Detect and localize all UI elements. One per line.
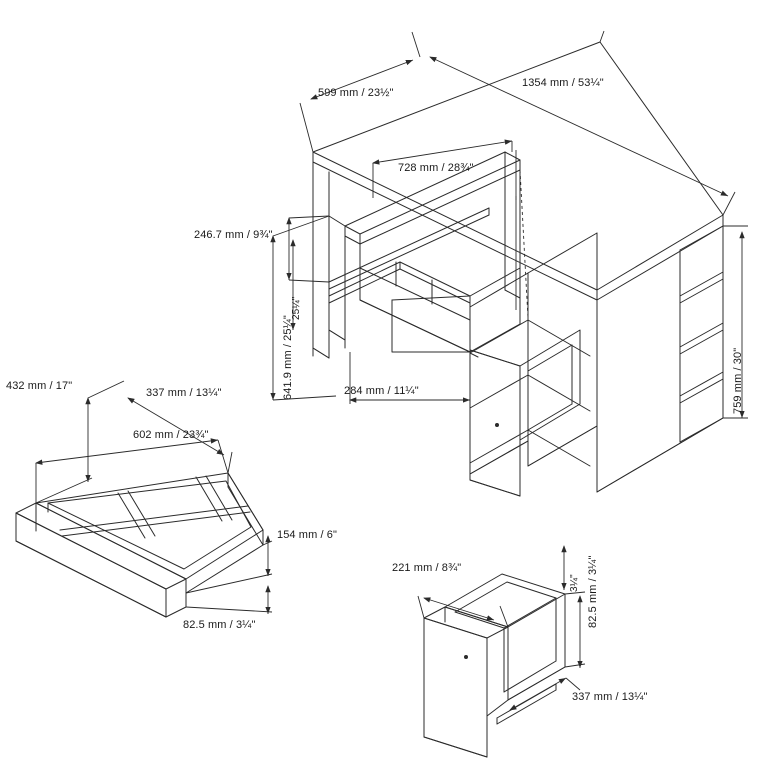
dim-label-desk-height-right: 759 mm / 30" (732, 347, 744, 414)
dim-label-small-drawer-height: 82.5 mm / 3¼" (587, 555, 599, 628)
dim-label-small-drawer-width: 221 mm / 8¾" (392, 562, 462, 574)
dim-label-small-drawer-inch: 3¼" (569, 574, 580, 592)
dim-label-large-drawer-side: 337 mm / 13¼" (146, 387, 222, 399)
dim-label-hutch-inner-inch: 25¼" (291, 296, 302, 320)
dim-label-hutch-shelf-width: 728 mm / 28¾" (398, 162, 474, 174)
dim-label-large-drawer-width: 602 mm / 23¾" (133, 429, 209, 441)
dim-label-large-drawer-height: 154 mm / 6" (277, 529, 338, 541)
dim-label-large-drawer-depth: 432 mm / 17" (6, 380, 73, 392)
dim-label-keyboard-drawer-depth: 284 mm / 11¼" (344, 385, 419, 397)
dim-label-large-drawer-lip: 82.5 mm / 3¼" (183, 619, 256, 631)
dim-label-hutch-shelf-height: 246.7 mm / 9¾" (194, 229, 273, 241)
dim-label-desk-width-top: 1354 mm / 53¼" (522, 77, 604, 89)
dim-label-small-drawer-depth: 337 mm / 13¼" (572, 691, 648, 703)
dim-label-hutch-total-height: 641.9 mm / 25¼" (282, 315, 294, 400)
dim-label-desk-depth-top: 599 mm / 23½" (318, 87, 394, 99)
